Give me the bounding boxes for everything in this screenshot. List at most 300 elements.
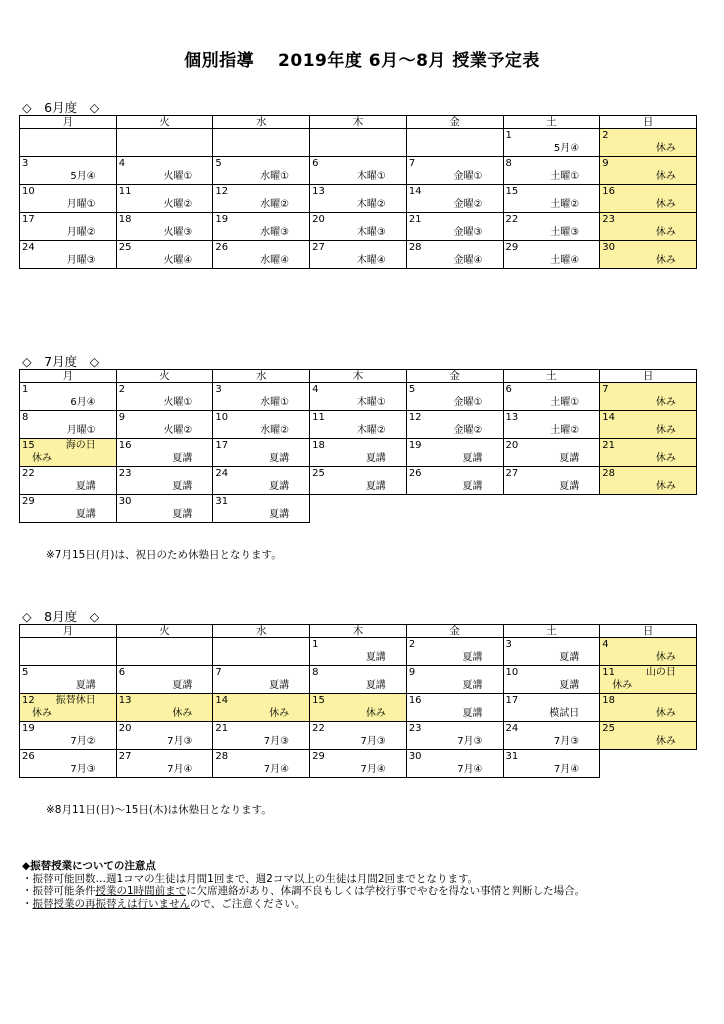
day-number: 24 <box>22 242 35 253</box>
day-number: 3 <box>505 639 512 650</box>
day-cell <box>310 383 407 411</box>
weekday-header: 金 <box>406 625 503 638</box>
day-cell <box>116 694 213 722</box>
day-cell <box>310 722 407 750</box>
day-cell <box>600 241 697 269</box>
weekday-header: 日 <box>600 625 697 638</box>
day-number: 15 <box>312 695 325 706</box>
day-label: 夏講 <box>462 652 483 663</box>
day-label: 土曜③ <box>550 227 580 238</box>
month-label-august: ◇ 8月度 ◇ <box>22 609 100 624</box>
day-label: 7月③ <box>167 736 193 747</box>
week-row <box>20 750 697 778</box>
day-cell <box>503 439 600 467</box>
week-row <box>20 495 697 523</box>
day-label: 休み <box>655 227 676 238</box>
day-number: 7 <box>602 384 609 395</box>
day-label: 水曜① <box>260 171 290 182</box>
day-label: 火曜③ <box>163 227 193 238</box>
day-number: 17 <box>505 695 519 706</box>
day-label: 休み <box>655 652 676 663</box>
day-number: 10 <box>22 186 35 197</box>
weekday-header-row <box>20 116 697 129</box>
empty-day-cell <box>600 495 697 523</box>
day-number: 12 <box>22 695 35 706</box>
day-cell <box>600 411 697 439</box>
weekday-header-row <box>20 370 697 383</box>
day-cell <box>116 666 213 694</box>
day-label: 休み <box>655 425 676 436</box>
caution-line-3-prefix: ・ <box>22 897 33 910</box>
day-cell <box>600 666 697 694</box>
day-cell <box>213 213 310 241</box>
day-cell <box>503 157 600 185</box>
day-cell <box>406 213 503 241</box>
day-label: 休み <box>655 708 676 719</box>
day-number: 12 <box>408 412 422 423</box>
day-cell <box>20 383 117 411</box>
day-number: 11 <box>312 412 325 423</box>
day-cell <box>503 722 600 750</box>
day-cell <box>116 185 213 213</box>
day-number: 25 <box>312 468 325 479</box>
weekday-header: 日 <box>600 116 697 129</box>
day-cell <box>20 495 117 523</box>
empty-day-cell <box>406 495 503 523</box>
day-label: 水曜② <box>260 199 290 210</box>
day-cell <box>213 750 310 778</box>
day-label: 金曜② <box>453 199 483 210</box>
day-label: 7月④ <box>263 764 290 775</box>
week-row <box>20 129 697 157</box>
day-label: 夏講 <box>172 680 193 691</box>
day-cell <box>213 694 310 722</box>
weekday-header: 土 <box>503 370 600 383</box>
day-cell <box>406 411 503 439</box>
day-label: 夏講 <box>172 509 193 520</box>
day-number: 28 <box>408 242 422 253</box>
day-label: 休み <box>612 680 633 691</box>
day-number: 27 <box>312 242 325 253</box>
day-label: 土曜② <box>550 199 580 210</box>
day-number: 3 <box>22 158 29 169</box>
day-number: 10 <box>505 667 519 678</box>
day-label: 火曜① <box>163 171 193 182</box>
empty-day-cell <box>116 638 213 666</box>
caution-line-2-prefix: ・振替可能条件 <box>22 885 96 897</box>
day-number: 14 <box>602 412 615 423</box>
day-label: 金曜① <box>453 171 483 182</box>
day-number: 17 <box>22 214 35 225</box>
day-cell <box>600 129 697 157</box>
day-cell <box>406 467 503 495</box>
day-number: 22 <box>312 723 325 734</box>
weekday-header: 土 <box>503 625 600 638</box>
day-cell <box>213 411 310 439</box>
empty-day-cell <box>503 495 600 523</box>
day-label: 金曜② <box>453 425 483 436</box>
day-label: 7月③ <box>360 736 386 747</box>
day-number: 19 <box>408 440 422 451</box>
day-number: 8 <box>22 412 29 423</box>
day-number: 5 <box>408 384 416 395</box>
day-label: 夏講 <box>75 680 96 691</box>
weekday-header: 火 <box>116 116 213 129</box>
day-number: 30 <box>118 496 132 507</box>
day-number: 19 <box>215 214 229 225</box>
day-number: 30 <box>408 751 422 762</box>
day-label: 夏講 <box>365 680 386 691</box>
day-number: 20 <box>505 440 519 451</box>
month-label-july: ◇ 7月度 ◇ <box>22 354 100 369</box>
august-note: ※8月11日(日)～15日(木)は休塾日となります。 <box>46 804 272 816</box>
day-number: 26 <box>408 468 422 479</box>
day-number: 16 <box>408 695 422 706</box>
empty-day-cell <box>116 129 213 157</box>
weekday-header: 水 <box>213 625 310 638</box>
day-cell <box>406 241 503 269</box>
week-row <box>20 157 697 185</box>
day-cell <box>406 383 503 411</box>
day-cell <box>20 750 117 778</box>
weekday-header: 月 <box>20 116 117 129</box>
week-row <box>20 694 697 722</box>
day-label: 木曜③ <box>356 227 386 238</box>
weekday-header: 日 <box>600 370 697 383</box>
day-number: 23 <box>408 723 422 734</box>
day-label: 7月③ <box>457 736 483 747</box>
day-number: 13 <box>118 695 132 706</box>
day-cell <box>20 241 117 269</box>
day-number: 14 <box>408 186 422 197</box>
day-cell <box>503 638 600 666</box>
day-number: 13 <box>505 412 519 423</box>
day-label: 夏講 <box>559 481 580 492</box>
day-number: 1 <box>22 384 29 395</box>
weekday-header: 金 <box>406 370 503 383</box>
day-number: 29 <box>312 751 325 762</box>
day-label: 夏講 <box>559 680 580 691</box>
day-label: 休み <box>655 736 676 747</box>
day-label: 7月④ <box>457 764 483 775</box>
day-cell <box>310 185 407 213</box>
day-number: 21 <box>215 723 229 734</box>
day-number: 21 <box>408 214 422 225</box>
day-number: 11 <box>118 186 132 197</box>
day-number: 8 <box>312 667 319 678</box>
holiday-name: 山の日 <box>645 667 676 678</box>
day-label: 土曜④ <box>550 255 580 266</box>
day-cell <box>116 213 213 241</box>
day-label: 7月④ <box>167 764 193 775</box>
day-cell <box>600 157 697 185</box>
day-label: 休み <box>172 708 193 719</box>
day-number: 12 <box>215 186 229 197</box>
day-label: 夏講 <box>269 680 290 691</box>
day-number: 23 <box>602 214 615 225</box>
day-label: 夏講 <box>365 481 386 492</box>
day-number: 20 <box>312 214 325 225</box>
day-cell <box>116 157 213 185</box>
day-cell <box>20 439 117 467</box>
day-cell <box>116 241 213 269</box>
day-number: 1 <box>312 639 319 650</box>
day-cell <box>20 213 117 241</box>
day-number: 25 <box>118 242 132 253</box>
day-cell <box>503 213 600 241</box>
day-label: 5月④ <box>70 171 96 182</box>
day-number: 22 <box>22 468 35 479</box>
day-number: 20 <box>118 723 132 734</box>
day-cell <box>503 750 600 778</box>
day-cell <box>406 722 503 750</box>
day-number: 15 <box>505 186 519 197</box>
day-label: 7月③ <box>553 736 580 747</box>
day-cell <box>20 666 117 694</box>
week-row <box>20 467 697 495</box>
day-label: 休み <box>269 708 290 719</box>
day-label: 夏講 <box>462 708 483 719</box>
caution-line-2-underlined: 授業の1時間前まで <box>95 885 187 897</box>
day-cell <box>600 383 697 411</box>
day-number: 21 <box>602 440 615 451</box>
day-cell <box>213 439 310 467</box>
day-number: 24 <box>215 468 229 479</box>
day-cell <box>310 157 407 185</box>
day-label: 夏講 <box>365 652 386 663</box>
day-number: 6 <box>312 158 319 169</box>
week-row <box>20 666 697 694</box>
day-cell <box>503 666 600 694</box>
day-cell <box>406 185 503 213</box>
day-label: 夏講 <box>269 509 290 520</box>
day-number: 4 <box>312 384 319 395</box>
day-label: 模試日 <box>549 708 580 719</box>
day-cell <box>310 750 407 778</box>
weekday-header: 水 <box>213 116 310 129</box>
day-number: 7 <box>408 158 416 169</box>
caution-notes <box>22 860 585 910</box>
weekday-header: 金 <box>406 116 503 129</box>
month-label-june: ◇ 6月度 ◇ <box>22 100 100 115</box>
day-number: 2 <box>408 639 416 650</box>
holiday-name: 振替休日 <box>55 695 96 706</box>
day-cell <box>213 666 310 694</box>
day-label: 金曜④ <box>453 255 483 266</box>
day-number: 26 <box>22 751 35 762</box>
day-number: 4 <box>118 158 126 169</box>
day-number: 14 <box>215 695 229 706</box>
weekday-header: 木 <box>310 625 407 638</box>
day-number: 8 <box>505 158 512 169</box>
day-cell <box>116 467 213 495</box>
day-cell <box>600 638 697 666</box>
day-cell <box>116 411 213 439</box>
day-label: 月曜③ <box>66 255 96 266</box>
day-cell <box>406 638 503 666</box>
day-label: 夏講 <box>462 481 483 492</box>
day-label: 夏講 <box>559 453 580 464</box>
day-label: 木曜① <box>356 397 386 408</box>
week-row <box>20 241 697 269</box>
week-row <box>20 383 697 411</box>
day-label: 休み <box>655 481 676 492</box>
day-label: 月曜① <box>66 199 96 210</box>
empty-day-cell <box>406 129 503 157</box>
week-row <box>20 638 697 666</box>
day-number: 27 <box>118 751 132 762</box>
day-cell <box>20 722 117 750</box>
day-label: 休み <box>32 708 52 719</box>
day-number: 4 <box>602 639 609 650</box>
day-label: 月曜① <box>66 425 96 436</box>
day-label: 7月④ <box>553 764 580 775</box>
day-cell <box>116 750 213 778</box>
empty-day-cell <box>213 129 310 157</box>
empty-day-cell <box>20 129 117 157</box>
weekday-header: 月 <box>20 625 117 638</box>
day-label: 夏講 <box>75 509 96 520</box>
week-row <box>20 213 697 241</box>
day-number: 29 <box>22 496 35 507</box>
day-cell <box>213 383 310 411</box>
day-label: 7月③ <box>70 764 96 775</box>
july-note: ※7月15日(月)は、祝日のため休塾日となります。 <box>46 549 282 561</box>
weekday-header: 木 <box>310 370 407 383</box>
day-number: 3 <box>215 384 222 395</box>
day-label: 水曜① <box>260 397 290 408</box>
empty-day-cell <box>213 638 310 666</box>
day-cell <box>503 694 600 722</box>
day-label: 休み <box>655 143 676 154</box>
day-cell <box>406 666 503 694</box>
day-cell <box>600 467 697 495</box>
day-number: 28 <box>215 751 229 762</box>
day-label: 休み <box>655 199 676 210</box>
day-number: 9 <box>408 667 416 678</box>
day-cell <box>600 694 697 722</box>
day-number: 13 <box>312 186 325 197</box>
day-label: 夏講 <box>172 481 193 492</box>
day-label: 土曜② <box>550 425 580 436</box>
calendar-july <box>19 369 697 523</box>
day-cell <box>20 694 117 722</box>
day-number: 25 <box>602 723 615 734</box>
day-label: 夏講 <box>559 652 580 663</box>
day-label: 土曜① <box>550 171 580 182</box>
day-number: 9 <box>118 412 126 423</box>
day-cell <box>310 666 407 694</box>
weekday-header: 月 <box>20 370 117 383</box>
day-number: 6 <box>118 667 126 678</box>
day-cell <box>213 241 310 269</box>
empty-day-cell <box>20 638 117 666</box>
day-number: 18 <box>312 440 325 451</box>
day-cell <box>116 383 213 411</box>
empty-day-cell <box>310 129 407 157</box>
day-number: 18 <box>118 214 132 225</box>
day-cell <box>116 439 213 467</box>
caution-line-3 <box>22 898 585 911</box>
day-cell <box>600 722 697 750</box>
empty-day-cell <box>310 495 407 523</box>
day-number: 7 <box>215 667 222 678</box>
day-cell <box>406 750 503 778</box>
day-label: 休み <box>365 708 386 719</box>
day-cell <box>20 467 117 495</box>
weekday-header: 水 <box>213 370 310 383</box>
day-label: 木曜① <box>356 171 386 182</box>
day-label: 木曜② <box>356 199 386 210</box>
day-label: 木曜④ <box>356 255 386 266</box>
day-label: 休み <box>655 397 676 408</box>
day-cell <box>310 411 407 439</box>
day-number: 30 <box>602 242 615 253</box>
day-label: 休み <box>655 453 676 464</box>
day-cell <box>310 241 407 269</box>
day-label: 夏講 <box>172 453 193 464</box>
day-number: 10 <box>215 412 229 423</box>
day-number: 22 <box>505 214 519 225</box>
day-label: 火曜④ <box>163 255 193 266</box>
day-label: 水曜② <box>260 425 290 436</box>
day-label: 7月③ <box>263 736 290 747</box>
caution-line-2-suffix: に欠席連絡があり、体調不良もしくは学校行事でやむを得ない事情と判断した場合。 <box>186 885 586 897</box>
day-label: 夏講 <box>269 453 290 464</box>
day-label: 5月④ <box>553 143 580 154</box>
day-cell <box>213 495 310 523</box>
day-cell <box>116 722 213 750</box>
day-cell <box>213 185 310 213</box>
week-row <box>20 411 697 439</box>
day-number: 6 <box>505 384 512 395</box>
week-row <box>20 722 697 750</box>
day-cell <box>310 439 407 467</box>
day-number: 5 <box>215 158 222 169</box>
day-number: 31 <box>505 751 519 762</box>
day-label: 夏講 <box>462 680 483 691</box>
weekday-header: 土 <box>503 116 600 129</box>
caution-line-3-underlined: 振替授業の再振替えは行いません <box>32 897 190 910</box>
day-label: 火曜② <box>163 199 193 210</box>
day-label: 7月④ <box>360 764 386 775</box>
day-number: 2 <box>602 130 609 141</box>
day-label: 夏講 <box>269 481 290 492</box>
week-row <box>20 185 697 213</box>
day-label: 夏講 <box>75 481 96 492</box>
day-number: 29 <box>505 242 519 253</box>
day-label: 金曜③ <box>453 227 483 238</box>
day-number: 26 <box>215 242 229 253</box>
day-label: 金曜① <box>453 397 483 408</box>
day-label: 休み <box>32 453 52 464</box>
day-cell <box>503 467 600 495</box>
weekday-header-row <box>20 625 697 638</box>
day-number: 11 <box>602 667 615 678</box>
day-cell <box>213 467 310 495</box>
day-number: 9 <box>602 158 609 169</box>
caution-line-1: ・振替可能回数…週1コマの生徒は月間1回まで、週2コマ以上の生徒は月間2回までとなります。 <box>22 872 479 885</box>
day-label: 水曜④ <box>260 255 290 266</box>
week-row <box>20 439 697 467</box>
day-cell <box>600 213 697 241</box>
day-label: 夏講 <box>365 453 386 464</box>
day-label: 休み <box>655 255 676 266</box>
day-cell <box>116 495 213 523</box>
day-number: 2 <box>118 384 126 395</box>
day-cell <box>310 213 407 241</box>
day-number: 16 <box>602 186 615 197</box>
